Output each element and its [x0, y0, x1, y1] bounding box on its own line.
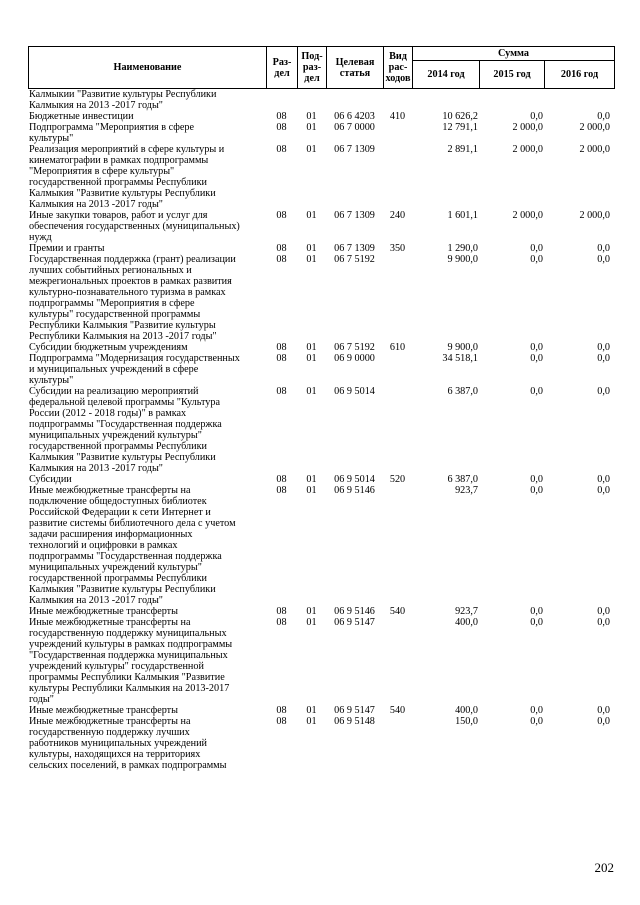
row-amount-2015: 2 000,0: [512, 144, 543, 155]
row-amount-2016: 2 000,0: [579, 122, 610, 133]
row-amount-2016: 0,0: [597, 111, 610, 122]
table-row: [28, 144, 614, 210]
row-name-line: государственной программы Республики: [29, 441, 207, 452]
row-name-line: государственную поддержку муниципальных: [29, 628, 227, 639]
row-amount-2014: 923,7: [455, 485, 478, 496]
row-celevaya-statya: 06 9 5146: [334, 606, 375, 617]
header-celevaya: [327, 47, 384, 89]
row-amount-2016: 0,0: [597, 716, 610, 727]
row-name-line: нужд: [29, 232, 52, 243]
row-name-line: Иные межбюджетные трансферты на: [29, 716, 191, 727]
row-name-line: Калмыкия на 2013 -2017 годы": [29, 595, 163, 606]
row-amount-2014: 400,0: [455, 617, 478, 628]
page-number: 202: [594, 860, 614, 875]
row-razdel: 08: [276, 353, 287, 364]
row-podrazdel: 01: [306, 210, 317, 221]
table-row: [28, 342, 614, 353]
row-razdel: 08: [276, 122, 287, 133]
table-body: [28, 89, 614, 771]
row-amount-2014: 2 891,1: [447, 144, 478, 155]
row-name-line: Бюджетные инвестиции: [29, 111, 134, 122]
row-amount-2015: 0,0: [530, 353, 543, 364]
row-razdel: 08: [276, 485, 287, 496]
header-razdel: [267, 47, 298, 89]
row-name-line: Подпрограмма "Модернизация государственных: [29, 353, 240, 364]
row-name-line: подпрограммы "Мероприятия в сфере: [29, 298, 195, 309]
row-name: [28, 705, 266, 716]
table-row: [28, 617, 614, 705]
row-amount-2015: 0,0: [530, 386, 543, 397]
row-amount-2015: 0,0: [530, 617, 543, 628]
table-row: [28, 474, 614, 485]
row-vid-rashodov: [383, 716, 412, 771]
row-name-line: развитие системы библиотечного дела с учетом: [29, 518, 236, 529]
row-amount-2016: 0,0: [597, 386, 610, 397]
row-vid-rashodov: [383, 353, 412, 386]
row-vid-rashodov: 350: [389, 243, 406, 254]
row-vid-rashodov: 540: [389, 705, 406, 716]
row-name-line: программы Республики Калмыкия "Развитие: [29, 672, 225, 683]
table-row: [28, 122, 614, 144]
header-vid-line: ходов: [385, 73, 411, 84]
row-name-line: Субсидии на реализацию мероприятий: [29, 386, 199, 397]
row-celevaya-statya: 06 7 0000: [334, 122, 375, 133]
row-amount-2016: 0,0: [597, 243, 610, 254]
row-razdel: 08: [276, 210, 287, 221]
row-celevaya-statya: 06 6 4203: [334, 111, 375, 122]
row-name-line: обеспечения государственных (муниципальных): [29, 221, 240, 232]
row-vid-rashodov: 240: [389, 210, 406, 221]
row-name-line: Иные межбюджетные трансферты на: [29, 485, 191, 496]
row-podrazdel: 01: [306, 705, 317, 716]
row-vid-rashodov: 520: [389, 474, 406, 485]
row-name: [28, 210, 266, 243]
row-podrazdel: 01: [306, 144, 317, 155]
row-amount-2015: 0,0: [530, 254, 543, 265]
row-amount-2014: 6 387,0: [447, 386, 478, 397]
row-name-line: подпрограммы "Государственная поддержка: [29, 419, 222, 430]
row-razdel: 08: [276, 254, 287, 265]
table-row: [28, 111, 614, 122]
header-vid-line: рас-: [388, 62, 408, 73]
row-name-line: Иные межбюджетные трансферты: [29, 606, 178, 617]
header-razdel-line: дел: [274, 67, 290, 79]
row-podrazdel: 01: [306, 606, 317, 617]
row-amount-2016: 0,0: [597, 617, 610, 628]
row-amount-2014: 923,7: [455, 606, 478, 617]
row-name-line: подпрограммы "Государственная поддержка: [29, 551, 222, 562]
table-row: [28, 705, 614, 716]
row-name: [28, 111, 266, 122]
row-name-line: Российской Федерации к сети Интернет и: [29, 507, 211, 518]
row-celevaya-statya: 06 9 0000: [334, 353, 375, 364]
table-row: [28, 243, 614, 254]
row-name: [28, 716, 266, 771]
header-celevaya-line: Целевая: [335, 56, 375, 68]
row-vid-rashodov: [383, 617, 412, 705]
row-vid-rashodov: 540: [389, 606, 406, 617]
row-name-line: Иные закупки товаров, работ и услуг для: [29, 210, 208, 221]
row-name-line: культуры": [29, 375, 74, 386]
row-vid-rashodov: [383, 485, 412, 606]
row-name-line: культурно-познавательного туризма в рамках: [29, 287, 226, 298]
header-podrazdel-line: дел: [304, 73, 320, 84]
row-amount-2015: 0,0: [530, 474, 543, 485]
row-name-line: учреждений культуры" государственной: [29, 661, 204, 672]
row-razdel: 08: [276, 617, 287, 628]
row-razdel: 08: [276, 144, 287, 155]
row-name-line: кинематографии в рамках подпрограммы: [29, 155, 209, 166]
row-amount-2014: 12 791,1: [442, 122, 478, 133]
row-name-line: подключение общедоступных библиотек: [29, 496, 207, 507]
row-name-line: государственной программы Республики: [29, 573, 207, 584]
row-podrazdel: 01: [306, 122, 317, 133]
row-name-line: Иные межбюджетные трансферты на: [29, 617, 191, 628]
header-razdel-line: Раз-: [272, 56, 292, 68]
row-name: [28, 122, 266, 144]
row-amount-2014: 6 387,0: [447, 474, 478, 485]
header-name: Наименование: [29, 47, 267, 89]
row-podrazdel: [297, 89, 326, 111]
row-podrazdel: 01: [306, 716, 317, 727]
row-name-line: Калмыкия на 2013 -2017 годы": [29, 199, 163, 210]
row-name-line: муниципальных учреждений культуры": [29, 430, 202, 441]
row-amount-2016: 0,0: [597, 254, 610, 265]
header-vid-line: Вид: [389, 51, 407, 62]
row-name-line: Республики Калмыкия "Развитие культуры: [29, 320, 216, 331]
row-celevaya-statya: 06 7 5192: [334, 254, 375, 265]
row-razdel: 08: [276, 716, 287, 727]
row-amount-2015: 0,0: [530, 111, 543, 122]
row-celevaya-statya: 06 7 1309: [334, 243, 375, 254]
row-amount-2014: 10 626,2: [442, 111, 478, 122]
row-name-line: культуры" государственной программы: [29, 309, 201, 320]
row-name: [28, 243, 266, 254]
row-name-line: федеральной целевой программы "Культура: [29, 397, 221, 408]
row-amount-2015: 0,0: [530, 485, 543, 496]
row-name-line: межрегиональных проектов в рамках развития: [29, 276, 232, 287]
row-name: [28, 606, 266, 617]
row-name-line: годы": [29, 694, 54, 705]
row-vid-rashodov: 410: [389, 111, 406, 122]
row-name-line: "Государственная поддержка муниципальных: [29, 650, 228, 661]
header-podrazdel-line: раз-: [302, 62, 322, 73]
row-razdel: 08: [276, 474, 287, 485]
budget-table: [28, 46, 614, 771]
header-celevaya-line: статья: [339, 67, 371, 79]
row-amount-2016: 0,0: [597, 705, 610, 716]
row-name-line: Подпрограмма "Мероприятия в сфере: [29, 122, 195, 133]
row-amount-2016: 0,0: [597, 606, 610, 617]
row-name-line: культуры Республики Калмыкия на 2013-2017: [29, 683, 230, 694]
row-vid-rashodov: [383, 386, 412, 474]
header-year-2014: 2014 год: [413, 61, 480, 89]
table-row: [28, 386, 614, 474]
row-amount-2014: 9 900,0: [447, 254, 478, 265]
row-podrazdel: 01: [306, 474, 317, 485]
row-name-line: Премии и гранты: [29, 243, 105, 254]
row-razdel: 08: [276, 243, 287, 254]
row-name-line: Калмыкии "Развитие культуры Республики: [29, 89, 217, 100]
row-podrazdel: 01: [306, 254, 317, 265]
row-name-line: лучших событийных региональных и: [29, 265, 192, 276]
row-name: [28, 617, 266, 705]
row-name-line: культуры": [29, 133, 74, 144]
table-header: [28, 46, 615, 89]
row-name: [28, 254, 266, 342]
row-name-line: и муниципальных учреждений в сфере: [29, 364, 199, 375]
row-podrazdel: 01: [306, 111, 317, 122]
row-amount-2015: 0,0: [530, 342, 543, 353]
row-name-line: Калмыкия на 2013 -2017 годы": [29, 463, 163, 474]
row-name-line: Калмыкия на 2013 -2017 годы": [29, 100, 163, 111]
row-amount-2014: 1 290,0: [447, 243, 478, 254]
row-amount-2016: 0,0: [597, 342, 610, 353]
table-row: [28, 716, 614, 771]
row-name-line: культуры, находящихся на территориях: [29, 749, 201, 760]
row-name-line: Калмыкия "Развитие культуры Республики: [29, 188, 216, 199]
row-name: [28, 89, 266, 111]
row-vid-rashodov: [383, 254, 412, 342]
row-amount-2015: 0,0: [530, 716, 543, 727]
row-podrazdel: 01: [306, 243, 317, 254]
row-name-line: Государственная поддержка (грант) реализации: [29, 254, 236, 265]
row-vid-rashodov: [383, 122, 412, 144]
row-name-line: Республики Калмыкия на 2013 -2017 годы": [29, 331, 217, 342]
row-name-line: государственной программы Республики: [29, 177, 207, 188]
row-razdel: 08: [276, 606, 287, 617]
row-razdel: [266, 89, 297, 111]
row-podrazdel: 01: [306, 386, 317, 397]
row-name-line: Реализация мероприятий в сфере культуры и: [29, 144, 225, 155]
row-name: [28, 485, 266, 606]
row-razdel: 08: [276, 386, 287, 397]
row-name-line: работников муниципальных учреждений: [29, 738, 208, 749]
row-amount-2014: 1 601,1: [447, 210, 478, 221]
row-name-line: задачи расширения информационных: [29, 529, 193, 540]
row-celevaya-statya: 06 7 1309: [334, 144, 375, 155]
table-row: [28, 353, 614, 386]
table-row: [28, 606, 614, 617]
row-name-line: Субсидии: [29, 474, 72, 485]
row-amount-2016: 2 000,0: [579, 210, 610, 221]
row-amount-2016: 0,0: [597, 353, 610, 364]
row-celevaya-statya: 06 7 1309: [334, 210, 375, 221]
row-celevaya-statya: 06 9 5014: [334, 386, 375, 397]
row-celevaya-statya: 06 9 5146: [334, 485, 375, 496]
table-row: [28, 210, 614, 243]
row-name-line: учреждений культуры в рамках подпрограммы: [29, 639, 233, 650]
row-name-line: сельских поселений, в рамках подпрограммы: [29, 760, 227, 771]
row-razdel: 08: [276, 705, 287, 716]
row-name-line: "Мероприятия в сфере культуры": [29, 166, 175, 177]
row-vid-rashodov: 610: [389, 342, 406, 353]
row-celevaya-statya: 06 9 5148: [334, 716, 375, 727]
row-celevaya-statya: 06 7 5192: [334, 342, 375, 353]
row-amount-2015: 2 000,0: [512, 122, 543, 133]
row-name-line: государственную поддержку лучших: [29, 727, 190, 738]
row-name-line: Калмыкия "Развитие культуры Республики: [29, 452, 216, 463]
row-amount-2016: 2 000,0: [579, 144, 610, 155]
header-year-2015: 2015 год: [480, 61, 545, 89]
row-podrazdel: 01: [306, 353, 317, 364]
row-name: [28, 342, 266, 353]
row-razdel: 08: [276, 342, 287, 353]
header-summa: Сумма: [413, 47, 615, 61]
header-podrazdel: [298, 47, 327, 89]
row-celevaya-statya: [326, 89, 383, 111]
row-podrazdel: 01: [306, 485, 317, 496]
row-name: [28, 353, 266, 386]
row-name-line: муниципальных учреждений культуры": [29, 562, 202, 573]
row-amount-2016: 0,0: [597, 474, 610, 485]
row-celevaya-statya: 06 9 5014: [334, 474, 375, 485]
row-name: [28, 386, 266, 474]
table-row: [28, 89, 614, 111]
row-vid-rashodov: [383, 89, 412, 111]
row-vid-rashodov: [383, 144, 412, 210]
row-amount-2016: [544, 89, 611, 111]
row-amount-2015: 0,0: [530, 606, 543, 617]
row-amount-2014: 9 900,0: [447, 342, 478, 353]
row-celevaya-statya: 06 9 5147: [334, 617, 375, 628]
row-amount-2015: 2 000,0: [512, 210, 543, 221]
header-podrazdel-line: Под-: [301, 51, 323, 62]
row-celevaya-statya: 06 9 5147: [334, 705, 375, 716]
row-name-line: Иные межбюджетные трансферты: [29, 705, 178, 716]
row-amount-2014: 150,0: [455, 716, 478, 727]
row-razdel: 08: [276, 111, 287, 122]
row-name-line: Субсидии бюджетным учреждениям: [29, 342, 188, 353]
row-podrazdel: 01: [306, 617, 317, 628]
row-name-line: Калмыкия "Развитие культуры Республики: [29, 584, 216, 595]
table-row: [28, 254, 614, 342]
row-name-line: технологий и оцифровки в рамках: [29, 540, 178, 551]
row-amount-2015: 0,0: [530, 705, 543, 716]
header-vid: [384, 47, 413, 89]
row-amount-2015: 0,0: [530, 243, 543, 254]
header-year-2016: 2016 год: [545, 61, 615, 89]
row-amount-2015: [479, 89, 544, 111]
row-amount-2016: 0,0: [597, 485, 610, 496]
row-podrazdel: 01: [306, 342, 317, 353]
table-row: [28, 485, 614, 606]
row-name-line: России (2012 - 2018 годы)" в рамках: [29, 408, 187, 419]
row-name: [28, 474, 266, 485]
row-amount-2014: [412, 89, 479, 111]
row-amount-2014: 400,0: [455, 705, 478, 716]
row-name: [28, 144, 266, 210]
row-amount-2014: 34 518,1: [442, 353, 478, 364]
